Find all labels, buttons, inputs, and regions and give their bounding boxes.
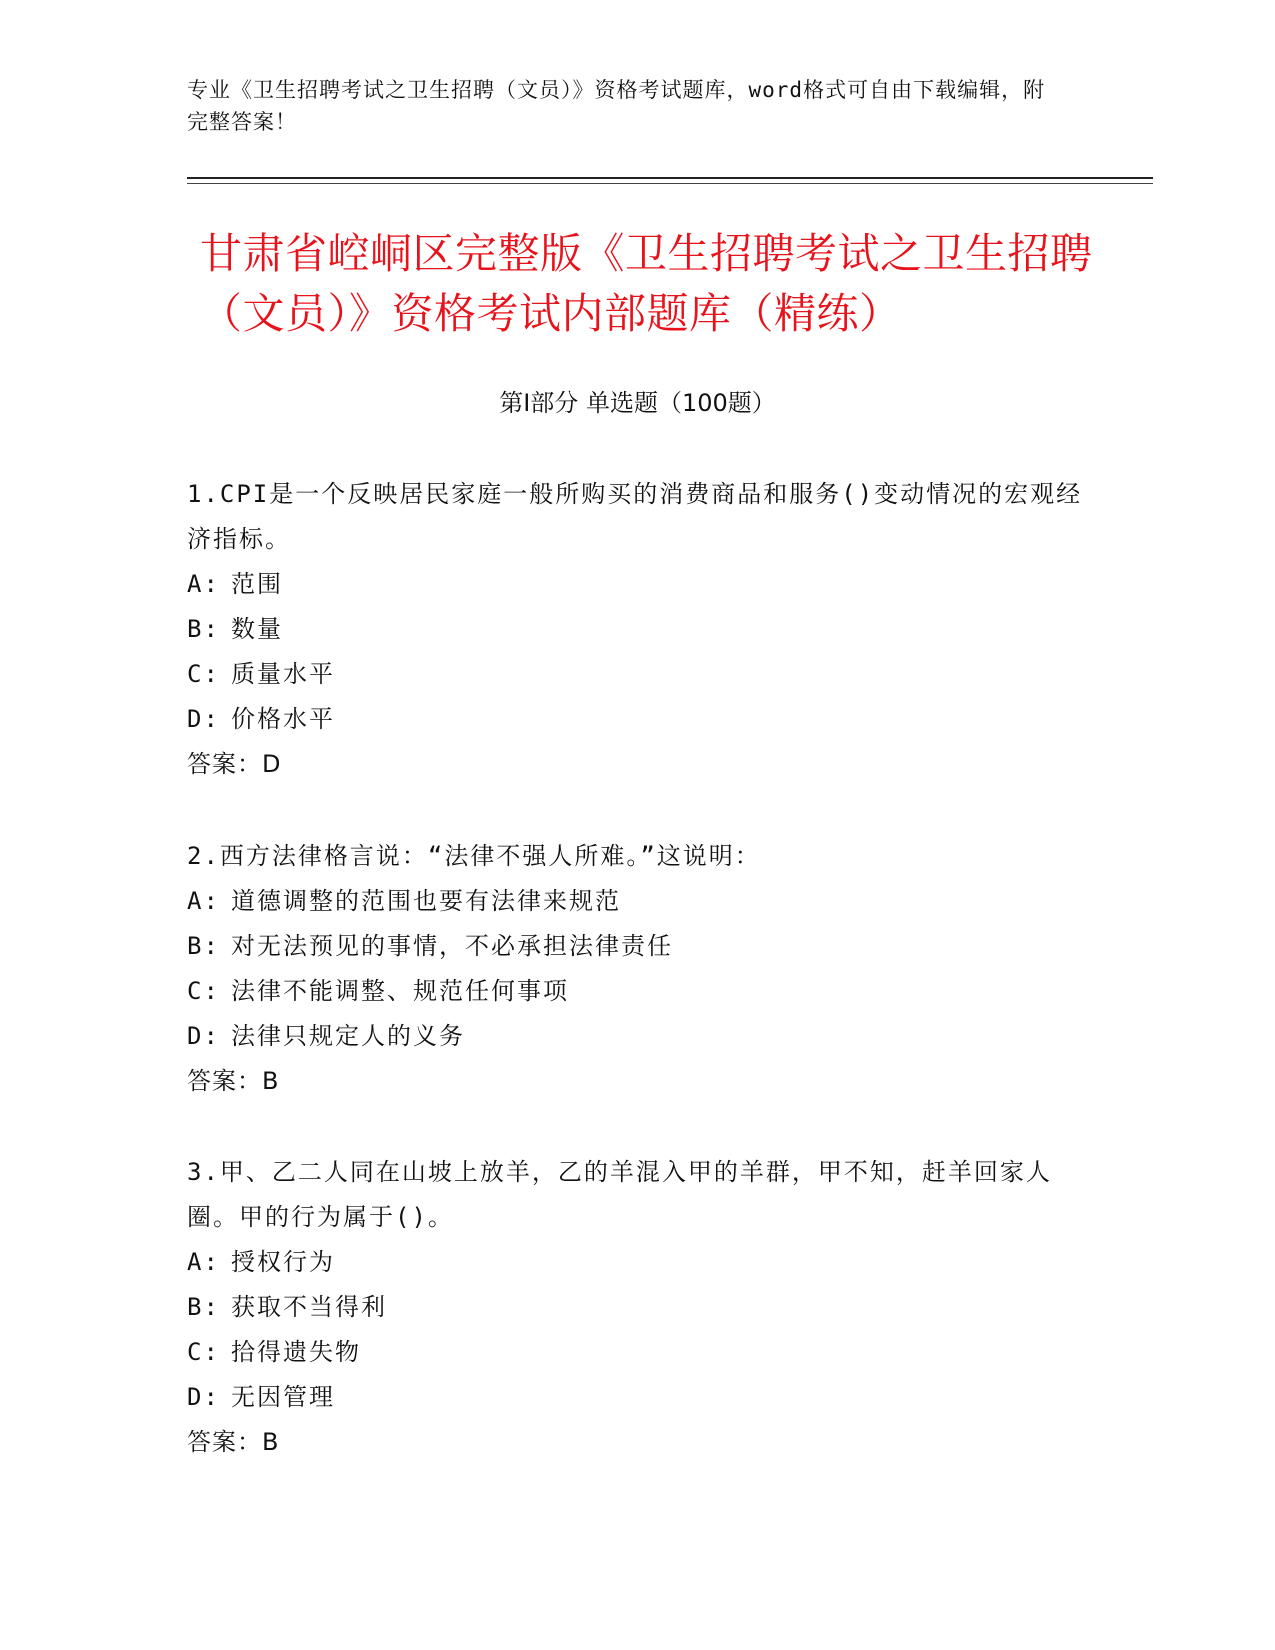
option-text: 质量水平	[231, 660, 335, 688]
header-divider-thick	[187, 177, 1153, 179]
option-key: A:	[187, 570, 220, 598]
option-text: 法律只规定人的义务	[231, 1022, 465, 1050]
option-key: B:	[187, 615, 220, 643]
answer-line: 答案：B	[187, 1067, 280, 1095]
option-d	[187, 697, 1087, 742]
option-key: D:	[187, 1383, 220, 1411]
question-block	[187, 834, 1087, 1104]
answer-line: 答案：B	[187, 1428, 280, 1456]
question-text: 1.CPI是一个反映居民家庭一般所购买的消费商品和服务()变动情况的宏观经济指标。	[187, 480, 1083, 553]
option-key: B:	[187, 1293, 220, 1321]
option-c	[187, 652, 1087, 697]
option-key: C:	[187, 660, 220, 688]
option-d	[187, 1014, 1087, 1059]
answer-line: 答案：D	[187, 750, 282, 778]
document-title: 甘肃省崆峒区完整版《卫生招聘考试之卫生招聘（文员）》资格考试内部题库（精练）	[200, 229, 1093, 338]
option-key: C:	[187, 977, 220, 1005]
option-a	[187, 1240, 1087, 1285]
option-key: B:	[187, 932, 220, 960]
option-text: 授权行为	[231, 1248, 335, 1276]
option-text: 拾得遗失物	[231, 1338, 361, 1366]
option-key: A:	[187, 887, 220, 915]
option-text: 无因管理	[231, 1383, 335, 1411]
option-a	[187, 562, 1087, 607]
option-c	[187, 1330, 1087, 1375]
option-key: D:	[187, 1022, 220, 1050]
question-block	[187, 1150, 1087, 1465]
option-a	[187, 879, 1087, 924]
option-key: C:	[187, 1338, 220, 1366]
option-text: 获取不当得利	[231, 1293, 387, 1321]
option-key: A:	[187, 1248, 220, 1276]
option-d	[187, 1375, 1087, 1420]
option-text: 道德调整的范围也要有法律来规范	[231, 887, 621, 915]
question-text: 3.甲、乙二人同在山坡上放羊，乙的羊混入甲的羊群，甲不知，赶羊回家人圈。甲的行为属于()。	[187, 1158, 1052, 1231]
option-b	[187, 607, 1087, 652]
option-key: D:	[187, 705, 220, 733]
option-text: 对无法预见的事情，不必承担法律责任	[231, 932, 673, 960]
header-divider-thin	[187, 183, 1153, 184]
option-c	[187, 969, 1087, 1014]
question-block	[187, 472, 1087, 787]
header-note: 专业《卫生招聘考试之卫生招聘（文员）》资格考试题库，word格式可自由下载编辑，附完整答案！	[187, 78, 1046, 134]
option-b	[187, 1285, 1087, 1330]
question-text: 2.西方法律格言说：“法律不强人所难。”这说明：	[187, 842, 761, 870]
section-heading: 第Ⅰ部分 单选题（100题）	[499, 389, 776, 417]
option-text: 数量	[231, 615, 283, 643]
option-b	[187, 924, 1087, 969]
option-text: 范围	[231, 570, 283, 598]
option-text: 价格水平	[231, 705, 335, 733]
option-text: 法律不能调整、规范任何事项	[231, 977, 569, 1005]
